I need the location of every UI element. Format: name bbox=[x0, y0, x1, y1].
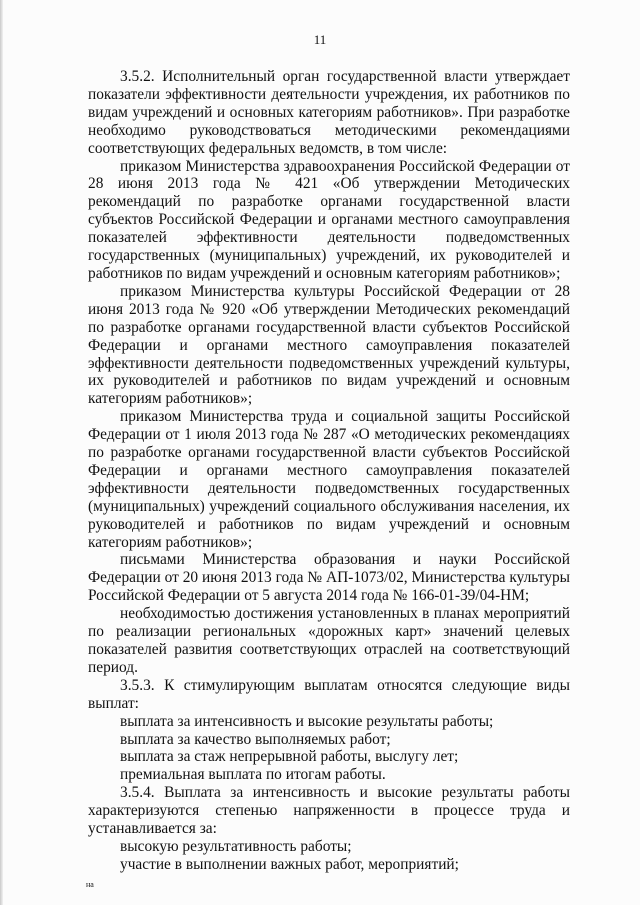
list-item: высокую результативность работы; bbox=[120, 837, 352, 855]
paragraph-order-health-ministry: приказом Министерства здравоохранения Российской Федерации от 28 июня 2013 года № 421 «Об утверждении Методических рекомендаций по разработке органами государственной власти субъектов Российской Федерации и органами местного самоуправления показателей эффективности деятельности подведомственных государственных (муниципальных) учреждений, их руководителей и работников по видам учреждений и основным категориям работников»; bbox=[88, 157, 570, 282]
paragraph-order-culture-ministry: приказом Министерства культуры Российской Федерации от 28 июня 2013 года № 920 «Об утверждении Методических рекомендаций по разработке органами государственной власти субъектов Российской Федерации и органами местного самоуправления показателей эффективности деятельности подведомственных учреждений культуры, их руководителей и работников по видам учреждений и основным категориям работников»; bbox=[88, 282, 570, 408]
footer-mark: на bbox=[86, 880, 94, 889]
page-number: 11 bbox=[313, 32, 327, 47]
paragraph-3-5-2: 3.5.2. Исполнительный орган государственной власти утверждает показатели эффективности деятельности учреждения, их работников по видам учреждений и основных категориям работников». При разработке необходимо руководствоваться методическими рекомендациями соответствующих федеральных ведомств, в том числе: bbox=[88, 68, 570, 157]
scan-edge bbox=[0, 0, 3, 905]
paragraph-order-labor-ministry: приказом Министерства труда и социальной защиты Российской Федерации от 1 июля 2013 года № 287 «О методических рекомендациях по разработке органами государственной власти субъектов Российской Федерации и органами местного самоуправления показателей эффективности деятельности подведомственных государственных (муниципальных) учреждений социального обслуживания населения, их руководителей и работников по видам учреждений и основным категориям работников»; bbox=[88, 408, 570, 551]
paragraph-3-5-4: 3.5.4. Выплата за интенсивность и высокие результаты работы характеризуются степенью напряженности в процессе труда и устанавливается за: bbox=[88, 784, 570, 838]
paragraph-roadmap-targets: необходимостью достижения установленных в планах мероприятий по реализации региональных «дорожных карт» значений целевых показателей развития соответствующих отраслей на соответствующий период. bbox=[88, 605, 570, 676]
list-item: выплата за интенсивность и высокие результаты работы; bbox=[120, 712, 494, 730]
list-item: участие в выполнении важных работ, мероприятий; bbox=[120, 855, 459, 873]
paragraph-letters-education-culture: письмами Министерства образования и науки Российской Федерации от 20 июня 2013 года № АП-1073/02, Министерства культуры Российской Федерации от 5 августа 2014 года № 166-01-39/04-НМ; bbox=[88, 551, 570, 605]
document-body bbox=[88, 68, 570, 874]
list-item: выплата за качество выполняемых работ; bbox=[120, 730, 391, 748]
list-item: выплата за стаж непрерывной работы, выслугу лет; bbox=[120, 748, 459, 766]
list-item: премиальная выплата по итогам работы. bbox=[120, 766, 386, 784]
paragraph-3-5-3: 3.5.3. К стимулирующим выплатам относятся следующие виды выплат: bbox=[88, 676, 570, 712]
